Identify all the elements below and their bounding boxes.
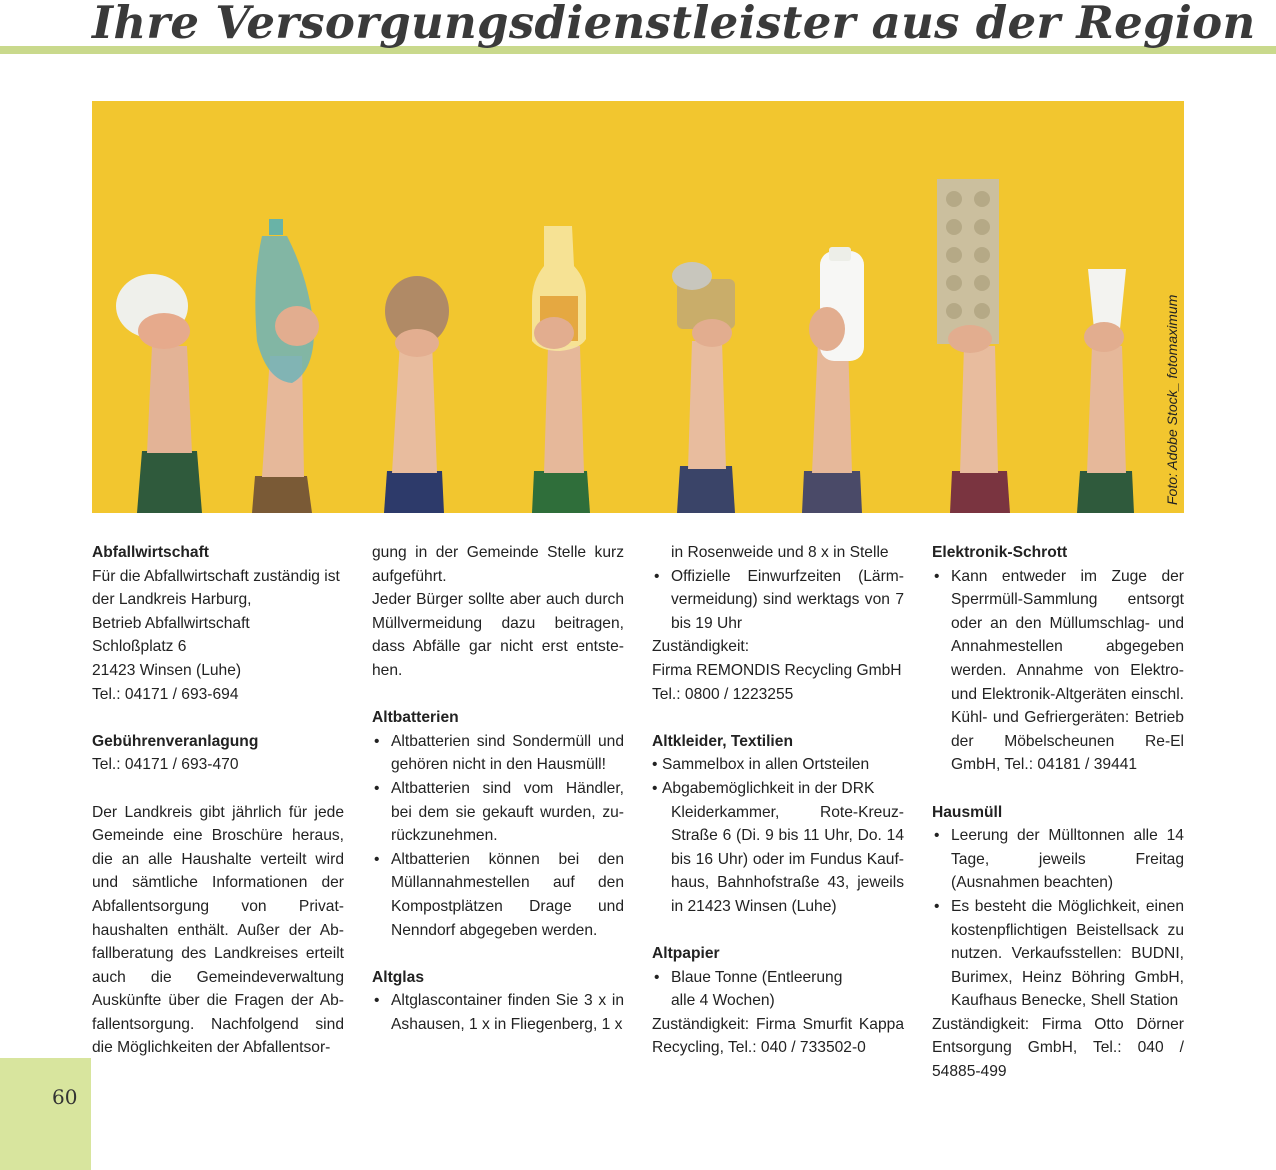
list <box>652 966 904 990</box>
text-line: 21423 Winsen (Luhe) <box>92 661 242 679</box>
paragraph: Zuständigkeit: Firma Smurfit Kappa Recycling, Tel.: 040 / 733502-0 <box>652 1015 904 1057</box>
text-line: Für die Abfallwirtschaft zuständig ist <box>92 567 340 585</box>
text-line: der Landkreis Harburg, <box>92 591 252 609</box>
heading-gebuehrenveranlagung: Gebührenveranlagung <box>92 732 259 750</box>
list-item: • Blaue Tonne (Entleerung <box>652 966 904 990</box>
heading-altglas: Altglas <box>372 968 424 986</box>
photo-credit: Foto: Adobe Stock_ fotomaximum <box>1164 294 1180 505</box>
list-item: • Kann entweder im Zuge der Sperrmüll-Sammlung entsorgt oder an den Müllumschlag- und Annahmestellen abgegeben werden. Annahme von Elektro- und Elektronik-Altgeräten einschl. Kühl- und Gefriergeräten: Betrieb der Möbelscheunen Re-El GmbH, Tel.: 04181 / 39441 <box>932 565 1184 777</box>
page-number: 60 <box>52 1085 78 1109</box>
list <box>932 565 1184 777</box>
paragraph: gung in der Gemeinde Stelle kurz aufgeführt. <box>372 544 624 585</box>
list <box>932 824 1184 1013</box>
heading-hausmuell: Hausmüll <box>932 803 1003 821</box>
heading-altbatterien: Altbatterien <box>372 709 459 727</box>
page-title: Ihre Versorgungsdienstleister aus der Region <box>92 0 1256 49</box>
list-item: • Altbatterien sind vom Händler, bei dem sie gekauft wurden, zurückzunehmen. <box>372 777 624 848</box>
list <box>372 730 624 942</box>
heading-altpapier: Altpapier <box>652 945 720 963</box>
heading-abfallwirtschaft: Abfallwirtschaft <box>92 544 209 561</box>
recycling-photo <box>92 101 1184 513</box>
text-line: in Rosenweide und 8 x in Stelle <box>671 544 889 561</box>
list-item: • Offizielle Einwurfzeiten (Lärmvermeidung) sind werktags von 7 bis 19 Uhr <box>652 565 904 636</box>
heading-elektronik-schrott: Elektronik-Schrott <box>932 544 1068 561</box>
text-line: Betrieb Abfallwirtschaft <box>92 614 250 632</box>
text-line: Tel.: 04171 / 693-694 <box>92 685 239 703</box>
text-line: Schloßplatz 6 <box>92 638 187 656</box>
paragraph: Der Landkreis gibt jährlich für jede Gemeinde eine Broschüre heraus, die an alle Haushalte verteilt wird und sämtliche Informationen der Abfallentsorgung von Privathaushalten enthält. Außer der Abfallberatung des Landkreises erteilt auch die Gemeindeverwaltung Auskünfte über die Fragen der Abfallentsorgung. Nachfolgend sind die Möglichkeiten der Abfallentsor- <box>92 803 344 1057</box>
list <box>652 753 904 800</box>
column-3 <box>652 541 904 1060</box>
list <box>372 989 624 1036</box>
heading-altkleider: Altkleider, Textilien <box>652 732 793 750</box>
column-4 <box>932 541 1184 1084</box>
list-item: • Altglascontainer finden Sie 3 x in Ashausen, 1 x in Fliegenberg, 1 x <box>372 989 624 1036</box>
column-2 <box>372 541 624 1036</box>
list-item: • Altbatterien können bei den Müllannahmestellen auf den Kompostplätzen Drage und Nenndorf abgegeben werden. <box>372 848 624 942</box>
list-item-continuation: alle 4 Wochen) <box>671 992 775 1010</box>
text-line: Firma REMONDIS Recycling GmbH <box>652 661 902 679</box>
paragraph: Zuständigkeit: Firma Otto Dörner Entsorgung GmbH, Tel.: 040 / 54885-499 <box>932 1015 1184 1081</box>
list-item: • Leerung der Mülltonnen alle 14 Tage, jeweils Freitag (Ausnahmen beachten) <box>932 824 1184 895</box>
text-line: Zuständigkeit: <box>652 638 750 656</box>
hands-holding-waste-illustration <box>92 101 1184 513</box>
list-item: • Es besteht die Möglichkeit, einen kostenpflichtigen Beistellsack zu nutzen. Verkaufsstellen: BUDNI, Burimex, Heinz Böhring GmbH, Kaufhaus Benecke, Shell Station <box>932 895 1184 1013</box>
page-number-box <box>0 1058 91 1170</box>
paragraph: Jeder Bürger sollte aber auch durch Müllvermeidung dazu beitragen, dass Abfälle gar nicht erst entstehen. <box>372 591 624 679</box>
column-1 <box>92 541 344 1060</box>
text-line: Tel.: 0800 / 1223255 <box>652 685 794 703</box>
list <box>652 565 904 636</box>
list-item: • Sammelbox in allen Ortsteilen <box>652 753 904 777</box>
list-item-continuation: Kleiderkammer, Rote-Kreuz-Straße 6 (Di. 9 bis 11 Uhr, Do. 14 bis 16 Uhr) oder im Fundus Kaufhaus, Bahnhofstraße 43, jeweils in 21423 Winsen (Luhe) <box>671 803 904 915</box>
list-item: • Altbatterien sind Sondermüll und gehören nicht in den Hausmüll! <box>372 730 624 777</box>
text-line: Tel.: 04171 / 693-470 <box>92 756 239 774</box>
list-item: • Abgabemöglichkeit in der DRK <box>652 777 904 801</box>
